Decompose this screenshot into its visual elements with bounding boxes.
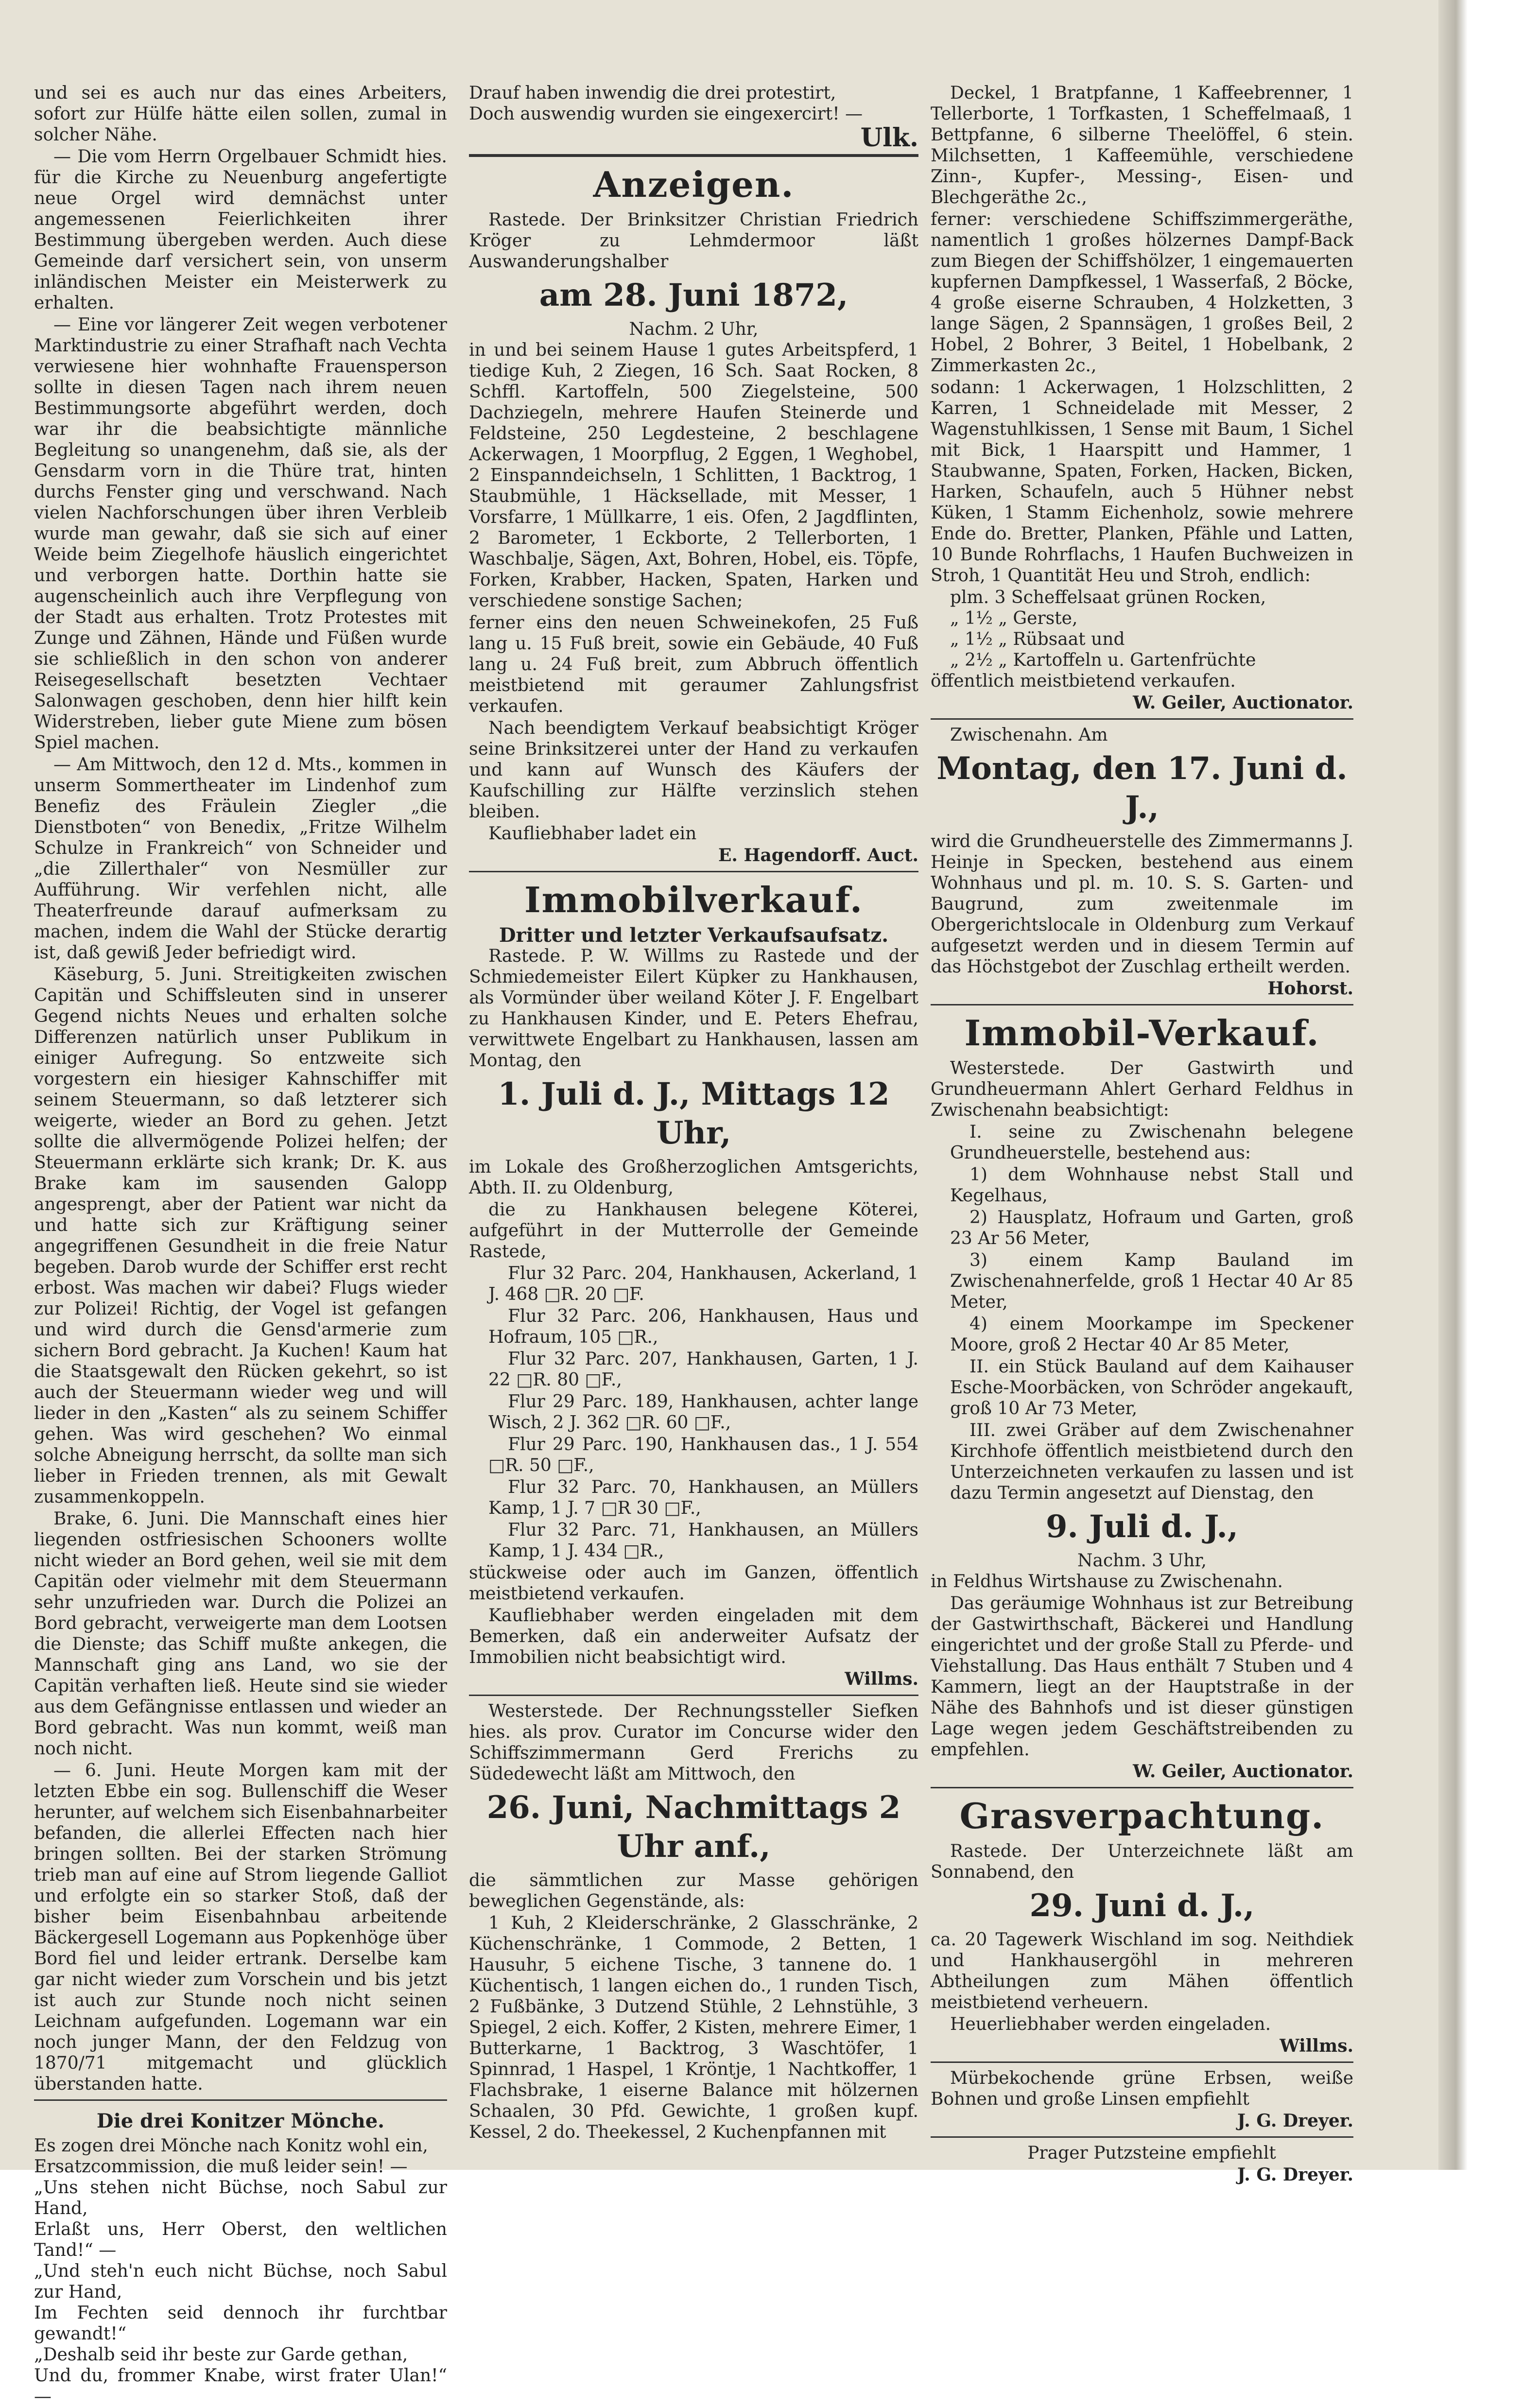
ad-paragraph: ferner eins den neuen Schweinekofen, 25 Fuß lang u. 15 Fuß breit, sowie ein Gebäude, 40 Fuß lang u. 24 Fuß breit, zum Abbruch öffentlich meistbietend mit geraumer Zahlungsfrist verkaufen. — [469, 613, 918, 716]
signature: J. G. Dreyer. — [1237, 2111, 1353, 2131]
signature: W. Geiler, Auctionator. — [1133, 1761, 1353, 1782]
list-item: Flur 32 Parc. 71, Hankhausen, an Müllers Kamp, 1 J. 434 □R., — [488, 1520, 918, 1561]
divider — [469, 871, 918, 872]
divider — [931, 2136, 1353, 2138]
list-item: „ 1½ „ Gerste, — [950, 608, 1078, 628]
ad-paragraph: stückweise oder auch im Ganzen, öffentlich meistbietend verkaufen. — [469, 1563, 918, 1604]
list-item: II. ein Stück Bauland auf dem Kaihauser Esche-Moorbäcken, von Schröder angekauft, groß 10 Ar 73 Meter, — [950, 1357, 1353, 1419]
poem-continuation: Doch auswendig wurden sie eingexercirt! — — [469, 104, 863, 124]
list-item: Flur 32 Parc. 206, Hankhausen, Haus und Hofraum, 105 □R., — [488, 1306, 918, 1347]
ad-paragraph: in und bei seinem Hause 1 gutes Arbeitspferd, 1 tiedige Kuh, 2 Ziegen, 16 Sch. Saat Rocken, 8 Schffl. Kartoffeln, 500 Ziegelsteine, 500 Dachziegeln, mehrere Haufen Steinerde und Feldsteine, 250 Legdesteine, 2 beschlagene Ackerwagen, 1 Moorpflug, 2 Eggen, 1 Weghobel, 2 Einspanndeichseln, 1 Schlitten, 1 Backtrog, 1 Staubmühle, 1 Häcksellade, mit Messer, 1 Vorsfarre, 1 Müllkarre, 1 eis. Ofen, 2 Jagdflinten, 2 Barometer, 1 Eckborte, 2 Tellerborten, 1 Waschbalje, Sägen, Axt, Bohren, Hobel, eis. Töpfe, Forken, Krabber, Hacken, Spaten, Harken und verschiedene sonstige Sachen; — [469, 340, 918, 611]
poem-line: Und du, frommer Knabe, wirst frater Ulan!“ — — [34, 2366, 447, 2407]
poem-line: Im Fechten seid dennoch ihr furchtbar gewandt!“ — [34, 2303, 447, 2344]
ad-subheader: Dritter und letzter Verkaufsaufsatz. — [499, 924, 889, 947]
list-item: Flur 29 Parc. 189, Hankhausen, achter lange Wisch, 2 J. 362 □R. 60 □F., — [488, 1392, 918, 1433]
ad-paragraph: Das geräumige Wohnhaus ist zur Betreibung der Gastwirthschaft, Bäckerei und Handlung eingerichtet und der große Stall zu Pferde- und Viehstallung. Das Haus enthält 7 Stuben und 4 Kammern, liegt an der Hauptstraße in der Nähe des Bahnhofs und ist dieser günstigen Lage wegen jedem Geschäftstreibenden zu empfehlen. — [931, 1593, 1353, 1760]
poem-continuation: Drauf haben inwendig die drei protestirt, — [469, 83, 836, 103]
news-paragraph: und sei es auch nur das eines Arbeiters, sofort zur Hülfe hätte eilen sollen, zumal in solcher Nähe. — [34, 83, 447, 145]
ad-paragraph: sodann: 1 Ackerwagen, 1 Holzschlitten, 2 Karren, 1 Schneidelade mit Messer, 2 Wagenstuhlkissen, 1 Sense mit Baum, 1 Sichel mit Bick, 1 Haarspitt und Hammer, 1 Staubwanne, Spaten, Forken, Hacken, Bicken, Harken, Schaufeln, auch 5 Hühner nebst Küken, 1 Stamm Eichenholz, sowie mehrere Ende do. Bretter, Planken, Pfähle und Latten, 10 Bunde Rohrflachs, 1 Haufen Buchweizen in Stroh, 1 Quantität Heu und Stroh, endlich: — [931, 378, 1353, 586]
list-item: 4) einem Moorkampe im Speckener Moore, groß 2 Hectar 40 Ar 85 Meter, — [950, 1314, 1353, 1355]
news-paragraph: Brake, 6. Juni. Die Mannschaft eines hier liegenden ostfriesischen Schooners wollte nicht wieder an Bord gehen, weil sie mit dem Capitän oder vielmehr mit dem Steuermann sehr unzufrieden war. Durch die Polizei an Bord gebracht, verweigerte man dem Lootsen die Dienste; das Schiff mußte ankegen, die Mannschaft ging ans Land, wo sie der Capitän verhaften ließ. Heute sind sie wieder aus dem Gefängnisse entlassen und wieder an Bord gebracht. Was nun kommt, weiß man noch nicht. — [34, 1509, 447, 1759]
list-item: plm. 3 Scheffelsaat grünen Rocken, — [950, 588, 1266, 607]
ad-time: Nachm. 3 Uhr, — [1077, 1551, 1207, 1571]
ad-paragraph: die sämmtlichen zur Masse gehörigen beweglichen Gegenstände, als: — [469, 1870, 918, 1911]
ad-paragraph: Rastede. Der Brinksitzer Christian Friedrich Kröger zu Lehmdermoor läßt Auswanderungshalber — [469, 210, 918, 272]
column-ads-1 — [469, 83, 918, 2142]
list-item: III. zwei Gräber auf dem Zwischenahner Kirchhofe öffentlich meistbietend durch den Unterzeichneten verkaufen zu lassen und ist dazu Termin angesetzt auf Dienstag, den — [950, 1420, 1353, 1503]
poem-line: „Deshalb seid ihr beste zur Garde gethan, — [34, 2345, 408, 2365]
list-item: Flur 29 Parc. 190, Hankhausen das., 1 J. 554 □R. 50 □F., — [488, 1435, 918, 1475]
ad-header: Grasverpachtung. — [959, 1795, 1325, 1836]
news-paragraph: — Am Mittwoch, den 12 d. Mts., kommen in unserm Sommertheater im Lindenhof zum Benefiz des Fräulein Ziegler „die Dienstboten“ von Benedix, „Fritze Wilhelm Schulze in Frankreich“ von Schneider und „die Zillerthaler“ von Nesmüller zur Aufführung. Wir verfehlen nicht, alle Theaterfreunde darauf aufmerksam zu machen, indem die Wahl der Stücke derartig ist, daß gewiß Jeder befriedigt wird. — [34, 755, 447, 963]
ad-paragraph: ferner: verschiedene Schiffszimmergeräthe, namentlich 1 großes hölzernes Dampf-Back zum Biegen der Schiffshölzer, 1 eingemauerten kupfernen Dampfkessel, 1 Wasserfaß, 2 Böcke, 4 große eiserne Schrauben, 4 Holzketten, 3 lange Sägen, 2 Spannsägen, 1 großes Beil, 2 Hobel, 2 Bohrer, 3 Beitel, 1 Hobelbank, 2 Zimmerkasten 2c., — [931, 209, 1353, 376]
list-item: „ 2½ „ Kartoffeln u. Gartenfrüchte — [950, 650, 1256, 670]
ad-paragraph: Kaufliebhaber ladet ein — [488, 824, 697, 844]
poem — [34, 2135, 447, 2407]
divider — [469, 1695, 918, 1696]
signature: Ulk. — [860, 123, 918, 153]
ad-paragraph: Zwischenahn. Am — [950, 725, 1108, 745]
page-edge — [1438, 0, 1468, 2170]
column-ads-2 — [931, 83, 1353, 2185]
poem-line: Erlaßt uns, Herr Oberst, den weltlichen Tand!“ — — [34, 2219, 447, 2260]
news-paragraph: Käseburg, 5. Juni. Streitigkeiten zwischen Capitän und Schiffsleuten sind in unserer Gegend nichts Neues und erhalten solche Differenzen natürlich unser Publikum in einiger Aufregung. So entzweite sich vorgestern ein hiesiger Kahnschiffer mit seinem Steuermann, so daß letzterer sich weigerte, wieder an Bord zu gehen. Jetzt sollte die allvermögende Polizei helfen; der Steuermann erklärte sich krank; Dr. K. aus Brake kam im sausenden Galopp angesprengt, aber der Patient war nicht da und hatte sich zur Kräftigung seiner angegriffenen Gesundheit in die freie Natur begeben. Darob wurde der Schiffer erst recht erbost. Was machen wir dabei? Flugs wieder zur Polizei! Richtig, der Vogel ist gefangen und wird durch die Gensd'armerie zum sichern Bord gebracht. Ja Kuchen! Kaum hat die Staatsgewalt den Rücken gekehrt, so ist auch der Steuermann wieder weg und will lieder in den „Kasten“ als zu seinem Schiffer gehen. Was wird geschehen? Wo einmal solche Abneigung herrscht, da sollte man sich lieber in Frieden trennen, als mit Gewalt zusammenkoppeln. — [34, 965, 447, 1507]
signature: Hohorst. — [1267, 978, 1353, 999]
list-item: I. seine zu Zwischenahn belegene Grundheuerstelle, bestehend aus: — [950, 1122, 1353, 1163]
list-item: „ 1½ „ Rübsaat und — [950, 629, 1125, 649]
news-paragraph: — Die vom Herrn Orgelbauer Schmidt hies. für die Kirche zu Neuenburg angefertigte neue Orgel wird demnächst unter angemessenen Feierlichkeiten ihrer Bestimmung übergeben werden. Auch diese Gemeinde darf versichert sein, von unserm inländischen Meister ein Meisterwerk zu erhalten. — [34, 147, 447, 313]
ad-date: Montag, den 17. Juni d. J., — [936, 750, 1348, 826]
list-item: 3) einem Kamp Bauland im Zwischenahnerfelde, groß 1 Hectar 40 Ar 85 Meter, — [950, 1250, 1353, 1312]
ad-date: 9. Juli d. J., — [1046, 1508, 1238, 1545]
ad-paragraph: Westerstede. Der Rechnungssteller Siefken hies. als prov. Curator im Concurse wider den Schiffszimmermann Gerd Frerichs zu Südedewecht läßt am Mittwoch, den — [469, 1701, 918, 1784]
list-item: Flur 32 Parc. 70, Hankhausen, an Müllers Kamp, 1 J. 7 □R 30 □F., — [488, 1477, 918, 1518]
ad-paragraph: Heuerliebhaber werden eingeladen. — [950, 2014, 1271, 2034]
ad-paragraph: 1 Kuh, 2 Kleiderschränke, 2 Glasschränke, 2 Küchenschränke, 1 Commode, 2 Betten, 1 Hausuhr, 5 eichene Tische, 3 tannene do. 1 Küchentisch, 1 langen eichen do., 1 runden Tisch, 2 Fußbänke, 3 Dutzend Stühle, 2 Lehnstühle, 3 Spiegel, 2 eich. Koffer, 2 Kisten, mehrere Eimer, 1 Butterkarne, 1 Backtrog, 3 Waschtöfer, 1 Spinnrad, 1 Haspel, 1 Kröntje, 1 Nachtkoffer, 1 Flachsbrake, 1 eiserne Balance mit hölzernen Schaalen, 30 Pfd. Gewichte, 1 großen kupf. Kessel, 2 do. Theekessel, 2 Kuchenpfannen mit — [469, 1913, 918, 2142]
signature: E. Hagendorff. Auct. — [718, 845, 918, 866]
list-item: 1) dem Wohnhause nebst Stall und Kegelhaus, — [950, 1165, 1353, 1206]
divider — [931, 1004, 1353, 1005]
ad-paragraph: ca. 20 Tagewerk Wischland im sog. Neithdiek und Hankhausergöhl in mehreren Abtheilungen zum Mähen öffentlich meistbietend verheuern. — [931, 1930, 1353, 2012]
list-item: 2) Hausplatz, Hofraum und Garten, groß 23 Ar 56 Meter, — [950, 1208, 1353, 1248]
signature: Willms. — [845, 1669, 918, 1689]
ad-paragraph: in Feldhus Wirtshause zu Zwischenahn. — [931, 1572, 1283, 1592]
ad-paragraph: Deckel, 1 Bratpfanne, 1 Kaffeebrenner, 1 Tellerborte, 1 Torfkasten, 1 Scheffelmaaß, 1 Bettpfanne, 6 silberne Theelöffel, 6 stein. Milchsetten, 1 Kaffeemühle, verschiedene Zinn-, Kupfer-, Messing-, Eisen- und Blechgeräthe 2c., — [931, 83, 1353, 208]
divider — [931, 1787, 1353, 1788]
poem-line: „Und steh'n euch nicht Büchse, noch Sabul zur Hand, — [34, 2261, 447, 2302]
ads-header: Anzeigen. — [593, 164, 795, 205]
ad-paragraph: Kaufliebhaber werden eingeladen mit dem Bemerken, daß ein anderweiter Aufsatz der Immobilien nicht beabsichtigt wird. — [469, 1606, 918, 1667]
ad-date: am 28. Juni 1872, — [539, 277, 848, 313]
signature: Willms. — [1280, 2036, 1353, 2056]
news-paragraph: — Eine vor längerer Zeit wegen verbotener Marktindustrie zu einer Strafhaft nach Vechta verwiesene hier wohnhafte Frauensperson sollte in diesen Tagen nach ihrem neuen Bestimmungsorte abgeführt werden, doch war ihr die beabsichtigte männliche Begleitung so unangenehm, daß sie, als der Gensdarm vorn in die Thüre trat, hinten durchs Fenster ging und verschwand. Nach vielen Nachforschungen über ihren Verbleib wurde man gewahr, daß sie sich auf einer Weide beim Ziegelhofe häuslich eingerichtet und verborgen hatte. Dorthin hatte sie augenscheinlich auch ihre Verpflegung von der Stadt aus erhalten. Trotz Protestes mit Zunge und Zähnen, Hände und Füßen wurde sie schließlich in den schon von anderer Reisegesellschaft besetzten Vechtaer Salonwagen geschoben, denn hier hilft kein Widerstreben, lieber gute Miene zum bösen Spiel machen. — [34, 315, 447, 753]
ad-date: 29. Juni d. J., — [1029, 1888, 1255, 1924]
poem-title: Die drei Konitzer Mönche. — [96, 2110, 385, 2132]
poem-line: „Uns stehen nicht Büchse, noch Sabul zur Hand, — [34, 2178, 447, 2218]
column-news — [34, 83, 447, 2407]
signature: W. Geiler, Auctionator. — [1133, 693, 1353, 713]
ad-paragraph: im Lokale des Großherzoglichen Amtsgerichts, Abth. II. zu Oldenburg, — [469, 1157, 918, 1198]
ad-paragraph: Nach beendigtem Verkauf beabsichtigt Kröger seine Brinksitzerei unter der Hand zu verkaufen und kann auf Wunsch des Käufers der Kaufschilling zur Hälfte verzinslich stehen bleiben. — [469, 718, 918, 822]
ad-paragraph: die zu Hankhausen belegene Köterei, aufgeführt in der Mutterrolle der Gemeinde Rastede, — [469, 1200, 918, 1262]
ad-time: Nachm. 2 Uhr, — [629, 319, 759, 339]
ad-paragraph: Rastede. P. W. Willms zu Rastede und der Schmiedemeister Eilert Küpker zu Hankhausen, als Vormünder über weiland Köter J. F. Engelbart zu Hankhausen Kinder, und E. Peters Ehefrau, verwittwete Engelbart zu Hankhausen, lassen am Montag, den — [469, 946, 918, 1071]
signature: J. G. Dreyer. — [1237, 2165, 1353, 2185]
news-paragraph: — 6. Juni. Heute Morgen kam mit der letzten Ebbe ein sog. Bullenschiff die Weser herunter, auf welchem sich Eisenbahnarbeiter befanden, die allerlei Effecten nach hier bringen sollten. Bei der starken Strömung trieb man auf eine auf Strom liegende Galliot und erfolgte ein so starker Stoß, daß der bisher beim Eisenbahnbau arbeitende Bäckergesell Logemann aus Popkenhöge über Bord fiel und leider ertrank. Derselbe kam gar nicht wieder zum Vorschein und bis jetzt ist auch zur Stunde noch nicht seinen Leichnam aufgefunden. Logemann war ein noch junger Mann, der den Feldzug von 1870/71 mitgemacht und glücklich überstanden hatte. — [34, 1761, 447, 2094]
ad-header: Immobilverkauf. — [524, 879, 864, 920]
ad-date: 26. Juni, Nachmittags 2 Uhr anf., — [486, 1789, 901, 1865]
ad-paragraph: Mürbekochende grüne Erbsen, weiße Bohnen und große Linsen empfiehlt — [931, 2068, 1353, 2109]
divider — [34, 2099, 447, 2101]
ad-header: Immobil-Verkauf. — [964, 1012, 1320, 1054]
ad-paragraph: wird die Grundheuerstelle des Zimmermanns J. Heinje in Specken, bestehend aus einem Wohnhaus und pl. m. 10. S. S. Garten- und Baugrund, zum zweitenmale im Obergerichtslocale in Oldenburg zum Verkauf aufgesetzt werden und in diesem Termin auf das Höchstgebot der Zuschlag ertheilt werden. — [931, 831, 1353, 977]
ad-paragraph: Westerstede. Der Gastwirth und Grundheuermann Ahlert Gerhard Feldhus in Zwischenahn beabsichtigt: — [931, 1058, 1353, 1120]
ad-paragraph: öffentlich meistbietend verkaufen. — [931, 671, 1236, 691]
ad-paragraph: Prager Putzsteine empfiehlt — [1027, 2143, 1276, 2163]
ad-date: 1. Juli d. J., Mittags 12 Uhr, — [498, 1076, 890, 1151]
ad-paragraph: Rastede. Der Unterzeichnete läßt am Sonnabend, den — [931, 1841, 1353, 1882]
divider — [931, 2061, 1353, 2063]
list-item: Flur 32 Parc. 204, Hankhausen, Ackerland, 1 J. 468 □R. 20 □F. — [488, 1264, 918, 1304]
poem-line: Es zogen drei Mönche nach Konitz wohl ein, — [34, 2136, 428, 2156]
poem-line: Ersatzcommission, die muß leider sein! — — [34, 2157, 408, 2177]
list-item: Flur 32 Parc. 207, Hankhausen, Garten, 1 J. 22 □R. 80 □F., — [488, 1349, 918, 1390]
divider — [469, 154, 918, 157]
divider — [931, 718, 1353, 720]
